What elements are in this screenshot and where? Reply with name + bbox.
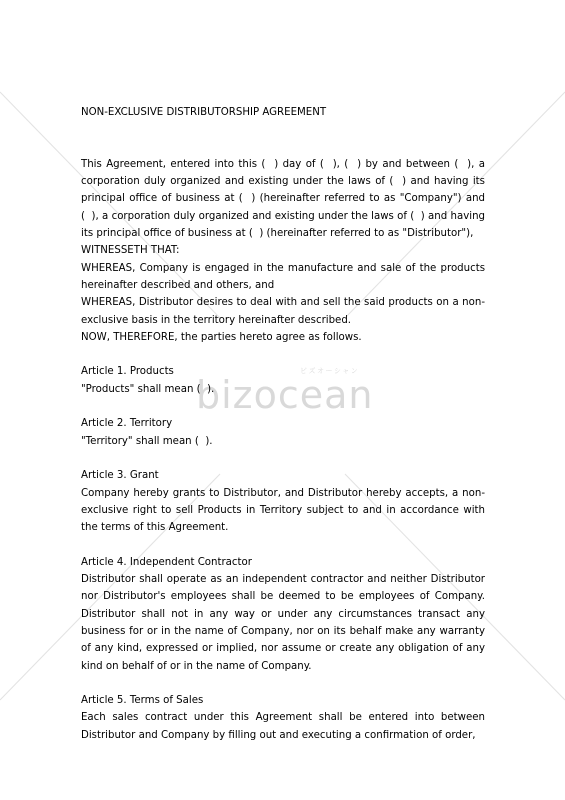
- spacer: [81, 450, 485, 467]
- spacer: [81, 346, 485, 363]
- article-body: "Territory" shall mean ( ).: [81, 435, 213, 447]
- watermark-logo: bizocean: [196, 373, 374, 417]
- whereas-paragraph: WHEREAS, Company is engaged in the manufacture and sale of the products hereinafter described and others, and: [81, 262, 485, 291]
- spacer: [81, 139, 485, 156]
- article-heading: Article 2. Territory: [81, 418, 173, 430]
- spacer: [81, 536, 485, 553]
- watermark-kana: ビズオーシャン: [300, 367, 360, 375]
- witnesseth-line: WITNESSETH THAT:: [81, 245, 180, 257]
- article-body: Distributor shall operate as an independent contractor and neither Distributor nor Distributor's employees shall be deemed to be employees of Company. Distributor shall not in any way or under any circumstances transact any business for or in the name of Company, nor on its behalf make any warranty of any kind, expressed or implied, nor assume or create any obligation of any kind on behalf of or in the name of Company.: [81, 574, 485, 672]
- whereas-paragraph: WHEREAS, Distributor desires to deal with and sell the said products on a non-exclusive basis in the territory hereinafter described.: [81, 297, 485, 326]
- article-body: "Products" shall mean ( ).: [81, 383, 215, 395]
- article-body: Each sales contract under this Agreement shall be entered into between Distributor and Company by filling out and executing a confirmation of order,: [81, 712, 485, 741]
- now-therefore-line: NOW, THEREFORE, the parties hereto agree as follows.: [81, 331, 362, 343]
- article-heading: Article 1. Products: [81, 366, 174, 378]
- document-title: NON-EXCLUSIVE DISTRIBUTORSHIP AGREEMENT: [81, 107, 327, 118]
- spacer: [81, 398, 485, 415]
- spacer: [81, 675, 485, 692]
- preamble-paragraph: This Agreement, entered into this ( ) day of ( ), ( ) by and between ( ), a corporation duly organized and existing under the laws of ( ) and having its principal office of business at ( ) (hereinafter referred to as "Company") and ( ), a corporation duly organized and existing under the laws of ( ) and having its principal office of business at ( ) (hereinafter referred to as "Distributor"),: [81, 158, 485, 240]
- article-heading: Article 3. Grant: [81, 470, 159, 482]
- article-heading: Article 4. Independent Contractor: [81, 556, 252, 568]
- document-body: [81, 104, 485, 744]
- article-body: Company hereby grants to Distributor, and Distributor hereby accepts, a non-exclusive right to sell Products in Territory subject to and in accordance with the terms of this Agreement.: [81, 487, 485, 534]
- article-heading: Article 5. Terms of Sales: [81, 695, 204, 707]
